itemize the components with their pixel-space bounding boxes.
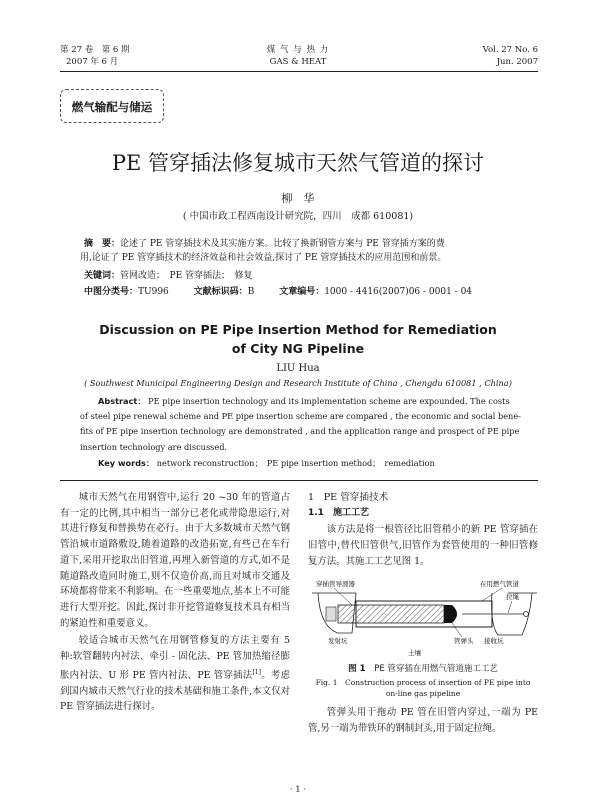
section-1-heading: 1 PE 管穿插技术 <box>308 492 389 503</box>
abstract-cn-label: 摘 要： <box>84 239 121 249</box>
left-para-2b: 。考虑到国内城市天然气行业的技术基础和施工条件,本文仅对 PE 管穿插法进行探讨。 <box>60 669 290 713</box>
winch <box>524 612 529 617</box>
author-en: LIU Hua <box>276 363 320 374</box>
left-para-2 <box>60 633 290 715</box>
affiliation-en: ( Southwest Municipal Engineering Design and Research Institute of China , Chengdu 610081 , China) <box>84 378 512 388</box>
abstract-rule <box>60 480 538 481</box>
right-para-1: 该方法是将一根管径比旧管稍小的新 PE 管穿插在旧管中,替代旧管供气,旧管作为套管使用的一种旧管修复方法。其施工工艺见图 1。 <box>308 524 538 567</box>
section-1-1-heading: 1.1 施工工艺 <box>308 507 369 518</box>
label-pipe-head: 管弹头 <box>454 637 474 645</box>
affiliation-cn: ( 中国市政工程西南设计研究院，四川 成都 610081) <box>182 211 414 222</box>
figure-1 <box>312 577 537 659</box>
abstract-en-label: Abstract： <box>98 396 146 406</box>
abstract-en-line2: of steel pipe renewal scheme and PE pipe insertion scheme are compared , the economic and social bene- <box>80 411 521 422</box>
label-receive-pit: 接收坑 <box>484 637 504 645</box>
abstract-cn <box>80 237 516 265</box>
leader-head <box>452 623 462 637</box>
figure-1-caption-cn <box>308 662 538 674</box>
keywords-cn-label: 关键词： <box>84 271 121 281</box>
leader-rope <box>508 601 512 613</box>
right-column-cont <box>308 705 538 736</box>
left-para-1: 城市天然气在用钢管中,运行 20 ~30 年的管道占有一定的比例,其中相当一部分已老化或带隐患运行,对其进行修复和替换势在必行。由于大多数城市天然气钢管沿城市道路敷设,随着道路的改造拓宽,有些已在车行道下,采用开挖取出旧管道,再埋入新管道的方式,如不是随道路改造同时施工,则不仅造价高,而且对城市交通及环境都将带来不利影响。在一些重要地点,基本上不可能进行大型开挖。因此,探讨非开挖管道修复技术具有相当的紧迫性和重要意义。 <box>60 492 290 629</box>
abstract-en-line3: fits of PE pipe insertion technology are demonstrated , and the application range and prospect of PE pipe <box>80 426 520 437</box>
abstract-en-line1: PE pipe insertion technology and its implementation scheme are expounded. The costs <box>148 396 510 406</box>
page-number: · 1 · <box>289 785 307 795</box>
header-rule <box>60 71 538 72</box>
label-pull-rope: 拉绳 <box>506 593 519 601</box>
abstract-cn-line1: 论述了 PE 管穿插技术及其实施方案。比较了换新钢管方案与 PE 管穿插方案的费 <box>120 239 445 249</box>
citation-ref-1: [1] <box>252 668 261 676</box>
pe-pipe <box>338 605 444 623</box>
label-old-pipe: 在用燃气管道 <box>480 580 519 588</box>
guide-roller <box>326 607 336 621</box>
title-cn: PE 管穿插法修复城市天然气管道的探讨 <box>111 151 485 175</box>
pipe-head-shape <box>444 605 457 623</box>
doc-code-value: B <box>247 287 255 297</box>
abstract-en-line4: insertion technology are discussed. <box>80 441 228 452</box>
article-number-label: 文章编号： <box>279 287 325 297</box>
right-column <box>308 490 538 570</box>
left-para-2a: 较适合城市天然气在用钢管修复的方法主要有 5 种:软管翻转内衬法、牵引 - 固化法、PE 管加热缩径膨胀内衬法、U 形 PE 管内衬法、PE 管穿插法 <box>60 635 290 681</box>
header-volume-en: Vol. 27 No. 6 <box>482 45 538 55</box>
clc-value: TU996 <box>138 287 169 297</box>
keywords-en-label: Key words： <box>98 458 155 468</box>
header-journal-cn: 煤 气 与 热 力 <box>266 45 330 55</box>
keywords-en-text: network reconstruction； PE pipe insertion method； remediation <box>156 458 435 468</box>
left-column <box>60 490 290 715</box>
author-cn: 柳 华 <box>281 192 315 205</box>
header-date-cn: 2007 年 6 月 <box>66 57 119 67</box>
doc-code-label: 文献标识码： <box>193 287 248 297</box>
header-date-en: Jun. 2007 <box>496 57 538 67</box>
header-volume-cn: 第 27 卷 第 6 期 <box>60 45 130 55</box>
abstract-cn-line2: 用,论证了 PE 管穿插技术的经济效益和社会效益,探讨了 PE 管穿插技术的应用范围和前景。 <box>80 253 447 263</box>
keywords-cn-text: 管网改造； PE 管穿插法； 修复 <box>120 271 253 281</box>
section-banner <box>60 89 164 123</box>
figure-1-caption-text: PE 管穿插在用燃气管道施工工艺 <box>374 664 498 674</box>
classification-line <box>84 285 472 299</box>
article-number-value: 1000 - 4416(2007)06 - 0001 - 04 <box>324 287 473 297</box>
abstract-en <box>80 394 520 455</box>
figure-1-number: 图 1 <box>348 664 366 674</box>
section-banner-label: 燃气输配与储运 <box>71 100 153 114</box>
leader-insert <box>334 588 352 605</box>
keywords-en <box>98 458 435 469</box>
figure-1-caption-en-2: on-line gas pipeline <box>385 689 461 698</box>
label-soil: 土壤 <box>408 649 421 657</box>
clc-label: 中图分类号： <box>84 287 139 297</box>
right-para-2: 管弹头用于拖动 PE 管在旧管内穿过,一端为 PE 管,另一端为带铁环的钢制封头,用于固定拉绳。 <box>308 707 538 734</box>
title-en-line1: Discussion on PE Pipe Insertion Method for Remediation <box>99 322 497 337</box>
title-en-line2: of City NG Pipeline <box>231 341 365 356</box>
figure-1-schematic <box>312 577 537 659</box>
figure-1-caption-en-1: Fig. 1 Construction process of insertion of PE pipe into <box>315 678 531 687</box>
label-launch-pit: 发射坑 <box>328 637 348 645</box>
header-journal-en: GAS & HEAT <box>269 57 327 67</box>
keywords-cn <box>84 269 253 283</box>
label-insert-pipe: 穿插管导滑器 <box>316 580 355 588</box>
